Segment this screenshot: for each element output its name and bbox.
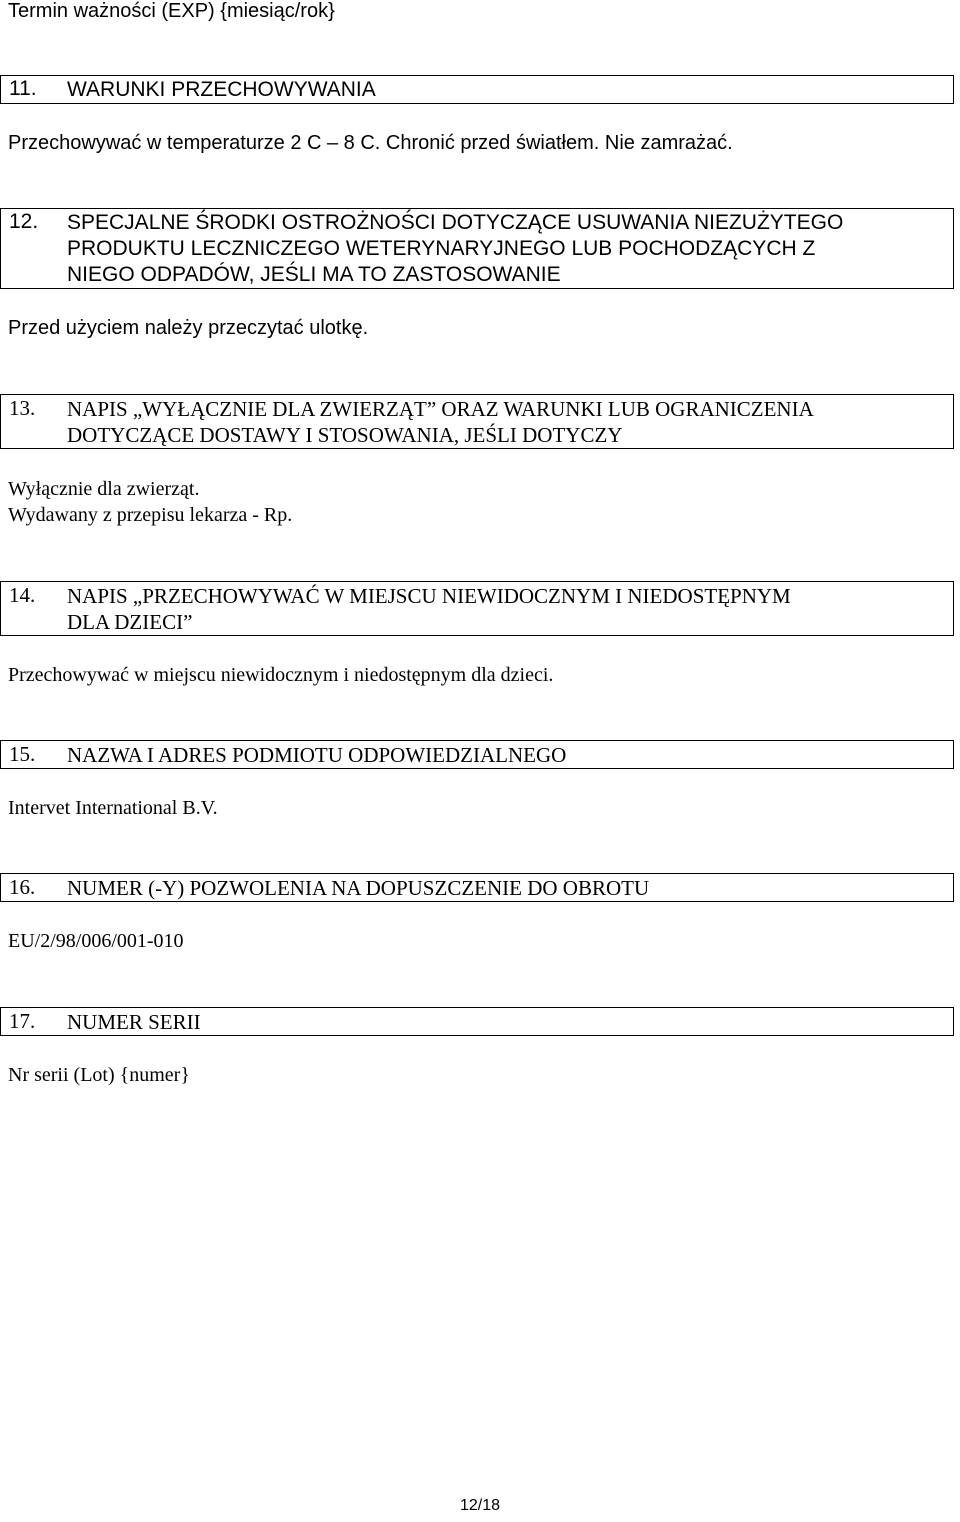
section-12-title-line-3: NIEGO ODPADÓW, JEŚLI MA TO ZASTOSOWANIE: [67, 263, 561, 286]
section-17-body: Nr serii (Lot) {numer}: [8, 1064, 190, 1086]
section-12-header: [0, 208, 954, 289]
section-13-title-line-1: NAPIS „WYŁĄCZNIE DLA ZWIERZĄT” ORAZ WARUNKI LUB OGRANICZENIA: [67, 397, 814, 421]
section-14-title-line-2: DLA DZIECI”: [67, 610, 193, 634]
section-14-header: [0, 581, 954, 636]
section-15-body: Intervet International B.V.: [8, 797, 218, 819]
section-11-title: WARUNKI PRZECHOWYWANIA: [67, 78, 376, 101]
section-15-number: 15.: [9, 742, 36, 766]
section-16-header: [0, 873, 954, 902]
section-13-body-line-2: Wydawany z przepisu lekarza - Rp.: [8, 504, 293, 526]
section-17-title: NUMER SERII: [67, 1010, 201, 1034]
section-15-title: NAZWA I ADRES PODMIOTU ODPOWIEDZIALNEGO: [67, 743, 567, 767]
section-11-header: [0, 75, 954, 104]
section-14-title-line-1: NAPIS „PRZECHOWYWAĆ W MIEJSCU NIEWIDOCZNYM I NIEDOSTĘPNYM: [67, 584, 791, 608]
section-14-body: Przechowywać w miejscu niewidocznym i niedostępnym dla dzieci.: [8, 664, 554, 686]
section-17-header: [0, 1007, 954, 1036]
section-12-title-line-2: PRODUKTU LECZNICZEGO WETERYNARYJNEGO LUB POCHODZĄCYCH Z: [67, 237, 816, 260]
section-14-number: 14.: [9, 583, 36, 607]
section-16-number: 16.: [9, 875, 36, 899]
section-17-number: 17.: [9, 1009, 36, 1033]
section-12-body: Przed użyciem należy przeczytać ulotkę.: [8, 317, 369, 339]
expiry-line: Termin ważności (EXP) {miesiąc/rok}: [8, 0, 335, 22]
section-13-title-line-2: DOTYCZĄCE DOSTAWY I STOSOWANIA, JEŚLI DOTYCZY: [67, 423, 623, 447]
section-15-header: [0, 740, 954, 769]
section-12-title-line-1: SPECJALNE ŚRODKI OSTROŻNOŚCI DOTYCZĄCE USUWANIA NIEZUŻYTEGO: [67, 211, 844, 234]
section-16-body: EU/2/98/006/001-010: [8, 930, 184, 952]
section-13-header: [0, 394, 954, 449]
section-11-number: 11.: [9, 77, 37, 100]
section-12-number: 12.: [9, 210, 39, 233]
section-11-body: Przechowywać w temperaturze 2 C – 8 C. Chronić przed światłem. Nie zamrażać.: [8, 132, 733, 154]
page-number: 12/18: [459, 1497, 501, 1514]
section-13-number: 13.: [9, 396, 36, 420]
section-13-body-line-1: Wyłącznie dla zwierząt.: [8, 478, 200, 500]
section-16-title: NUMER (-Y) POZWOLENIA NA DOPUSZCZENIE DO OBROTU: [67, 876, 650, 900]
